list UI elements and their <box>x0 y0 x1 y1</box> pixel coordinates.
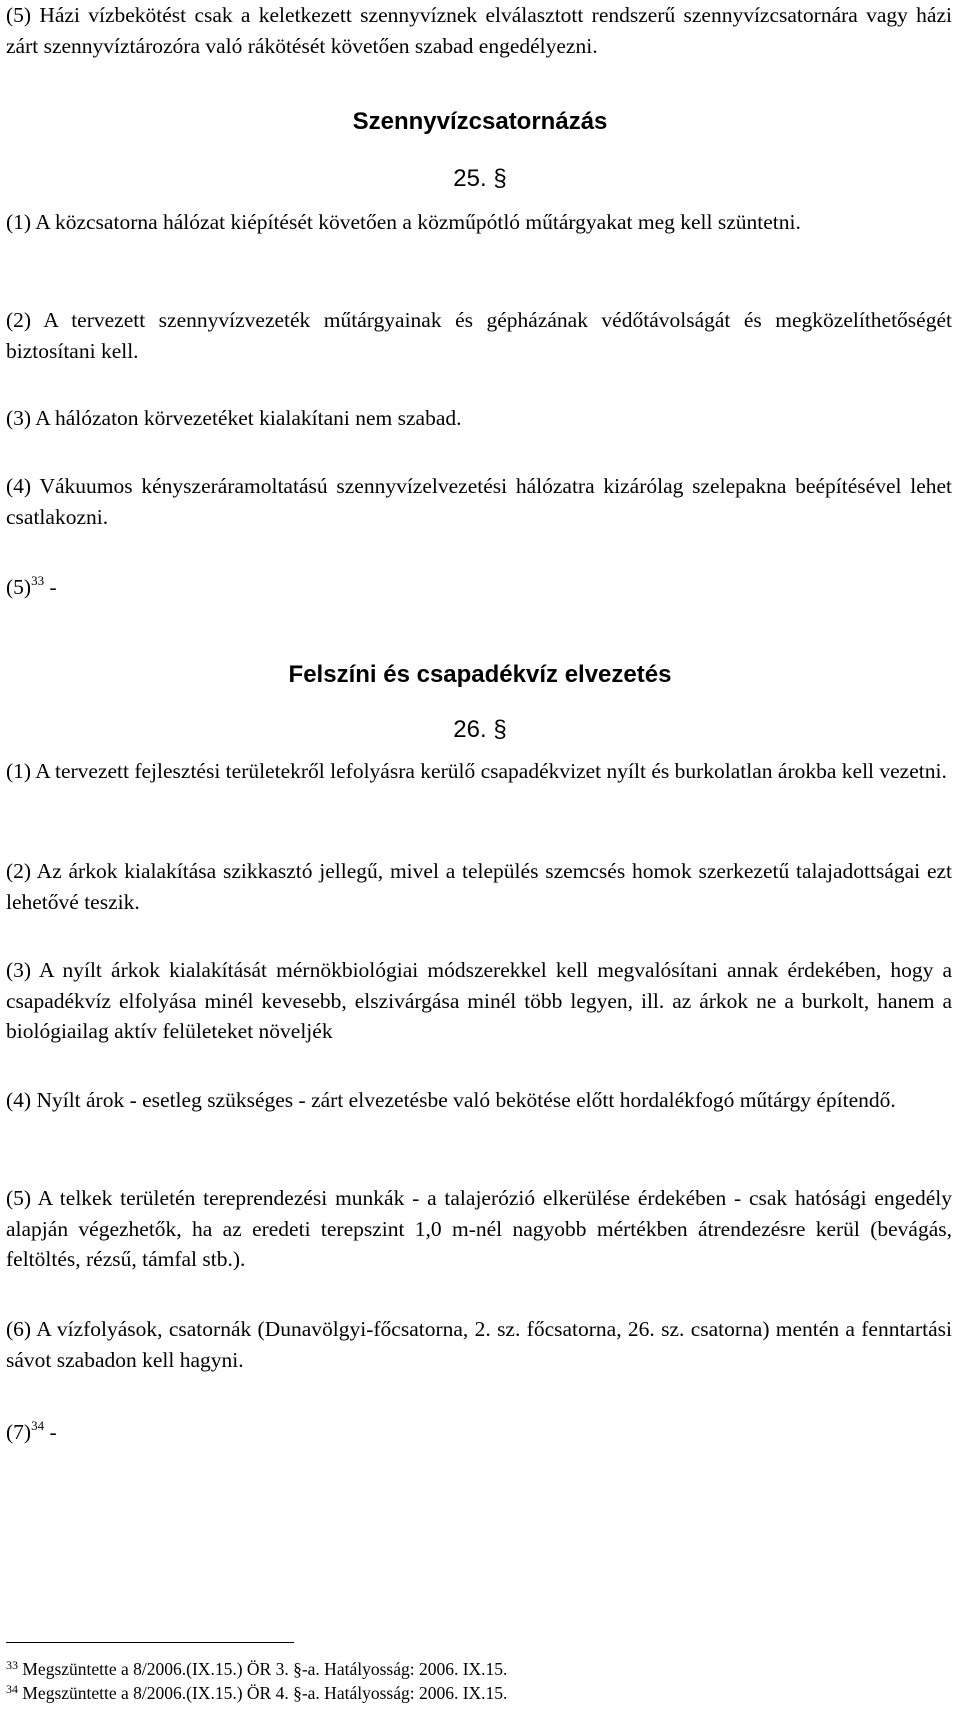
paragraph-house-connection: (5) Házi vízbekötést csak a keletkezett szennyvíznek elválasztott rendszerű szennyvízcsatornára vagy házi zárt szennyvíztározóra való rákötését követően szabad engedélyezni. <box>6 3 952 58</box>
paragraph-26-7-repealed <box>6 1417 952 1448</box>
paragraph-25-5-repealed <box>6 572 952 603</box>
paragraph-26-5: (5) A telkek területén tereprendezési munkák - a talajerózió elkerülése érdekében - csak hatósági engedély alapján végezhetők, ha az eredeti terepszint 1,0 m-nél nagyobb mértékben átrendezésre kerül (bevágás, feltöltés, rézsű, támfal stb.). <box>6 1186 952 1271</box>
footnote-text: Megszüntette a 8/2006.(IX.15.) ÖR 3. §-a. Hatályosság: 2006. IX.15. <box>22 1659 508 1679</box>
footnote-ref-33[interactable]: 33 <box>31 573 45 588</box>
paragraph-25-2: (2) A tervezett szennyvízvezeték műtárgyainak és gépházának védőtávolságát és megközelíthetőségét biztosítani kell. <box>6 308 952 363</box>
footnote-text: Megszüntette a 8/2006.(IX.15.) ÖR 4. §-a. Hatályosság: 2006. IX.15. <box>22 1683 508 1703</box>
footnote-number: 33 <box>6 1658 18 1672</box>
paragraph-26-6: (6) A vízfolyások, csatornák (Dunavölgyi-főcsatorna, 2. sz. főcsatorna, 26. sz. csatorna) mentén a fenntartási sávot szabadon kell hagyni. <box>6 1317 952 1372</box>
paragraph-26-3: (3) A nyílt árkok kialakítását mérnökbiológiai módszerekkel kell megvalósítani annak érdekében, hogy a csapadékvíz elfolyása minél kevesebb, elszivárgása minél több legyen, ill. az árkok ne a burkolt, hanem a biológiailag aktív felületeket növeljék <box>6 958 952 1043</box>
footnote-separator <box>6 1642 294 1643</box>
repealed-dash: - <box>44 575 57 599</box>
section-number-25: 25. § <box>453 165 507 192</box>
paragraph-25-3: (3) A hálózaton körvezetéket kialakítani nem szabad. <box>6 406 462 430</box>
footnote-number: 34 <box>6 1682 18 1696</box>
footnote-33 <box>6 1659 952 1679</box>
section-number-26: 26. § <box>453 716 507 743</box>
section-title-stormwater: Felszíni és csapadékvíz elvezetés <box>288 661 672 688</box>
footnote-ref-34[interactable]: 34 <box>31 1418 45 1433</box>
repealed-dash: - <box>44 1420 57 1444</box>
paragraph-26-1: (1) A tervezett fejlesztési területekről lefolyásra kerülő csapadékvizet nyílt és burkolatlan árokba kell vezetni. <box>6 759 947 783</box>
section-title-sewerage: Szennyvízcsatornázás <box>352 108 608 135</box>
footnote-34 <box>6 1683 952 1703</box>
paragraph-25-1: (1) A közcsatorna hálózat kiépítését követően a közműpótló műtárgyakat meg kell szüntetni. <box>6 210 801 234</box>
paragraph-26-2: (2) Az árkok kialakítása szikkasztó jellegű, mivel a település szemcsés homok szerkezetű talajadottságai ezt lehetővé teszik. <box>6 859 952 914</box>
paragraph-26-4: (4) Nyílt árok - esetleg szükséges - zárt elvezetésbe való bekötése előtt hordalékfogó műtárgy építendő. <box>6 1088 896 1112</box>
paragraph-25-4: (4) Vákuumos kényszeráramoltatású szennyvízelvezetési hálózatra kizárólag szelepakna beépítésével lehet csatlakozni. <box>6 474 952 529</box>
repealed-label: (5) <box>6 575 32 599</box>
repealed-label: (7) <box>6 1420 32 1444</box>
